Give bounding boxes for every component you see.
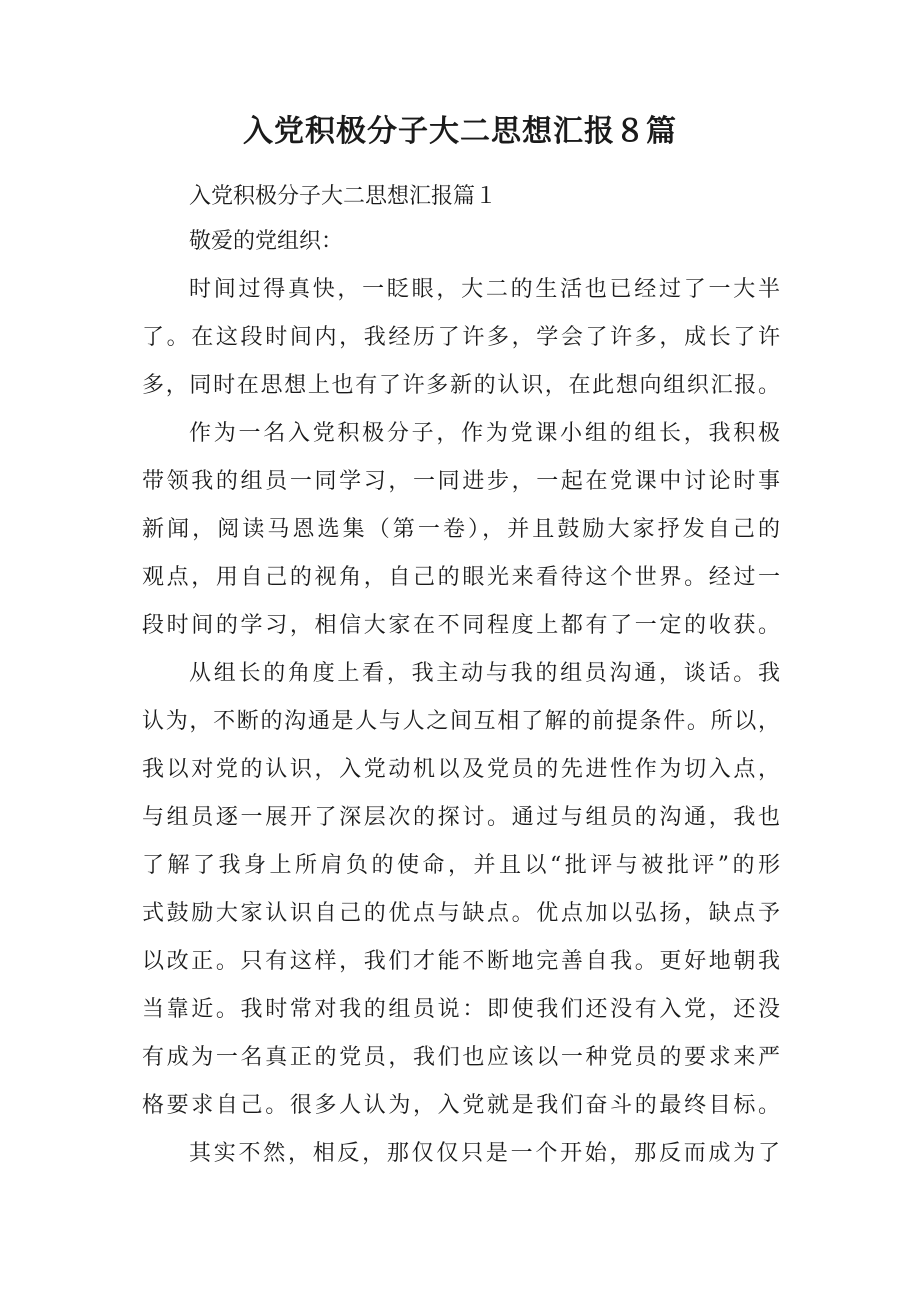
paragraph-line: 格要求自己。很多人认为，入党就是我们奋斗的最终目标。 bbox=[142, 1093, 780, 1118]
paragraph-line: 与组员逐一展开了深层次的探讨。通过与组员的沟通，我也 bbox=[142, 805, 780, 830]
paragraph-line: 新闻，阅读马恩选集（第一卷），并且鼓励大家抒发自己的 bbox=[142, 517, 780, 542]
paragraph-line: 带领我的组员一同学习，一同进步，一起在党课中讨论时事 bbox=[142, 469, 780, 494]
paragraph-line: 段时间的学习，相信大家在不同程度上都有了一定的收获。 bbox=[142, 613, 780, 638]
paragraph-line: 了解了我身上所肩负的使命，并且以“批评与被批评”的形 bbox=[142, 853, 780, 878]
paragraph-line: 认为，不断的沟通是人与人之间互相了解的前提条件。所以， bbox=[142, 709, 780, 734]
paragraph-line: 其实不然，相反，那仅仅只是一个开始，那反而成为了 bbox=[189, 1141, 780, 1166]
paragraph-line: 式鼓励大家认识自己的优点与缺点。优点加以弘扬，缺点予 bbox=[142, 901, 780, 926]
paragraph-line: 从组长的角度上看，我主动与我的组员沟通，谈话。我 bbox=[189, 661, 780, 686]
paragraph-line: 以改正。只有这样，我们才能不断地完善自我。更好地朝我 bbox=[142, 949, 780, 974]
paragraph-line: 了。在这段时间内，我经历了许多，学会了许多，成长了许 bbox=[142, 325, 780, 350]
paragraph-line: 多，同时在思想上也有了许多新的认识，在此想向组织汇报。 bbox=[142, 373, 780, 398]
document-title: 入党积极分子大二思想汇报８篇 bbox=[243, 114, 677, 149]
salutation: 敬爱的党组织： bbox=[189, 229, 344, 254]
paragraph-line: 有成为一名真正的党员，我们也应该以一种党员的要求来严 bbox=[142, 1045, 780, 1070]
paragraph-line: 我以对党的认识，入党动机以及党员的先进性作为切入点， bbox=[142, 757, 780, 782]
paragraph-line: 时间过得真快，一眨眼，大二的生活也已经过了一大半 bbox=[189, 277, 780, 302]
paragraph-line: 作为一名入党积极分子，作为党课小组的组长，我积极 bbox=[189, 421, 780, 446]
paragraph-line: 观点，用自己的视角，自己的眼光来看待这个世界。经过一 bbox=[142, 565, 780, 590]
paragraph-line: 当靠近。我时常对我的组员说：即使我们还没有入党，还没 bbox=[142, 997, 780, 1022]
section-heading: 入党积极分子大二思想汇报篇１ bbox=[189, 184, 498, 209]
